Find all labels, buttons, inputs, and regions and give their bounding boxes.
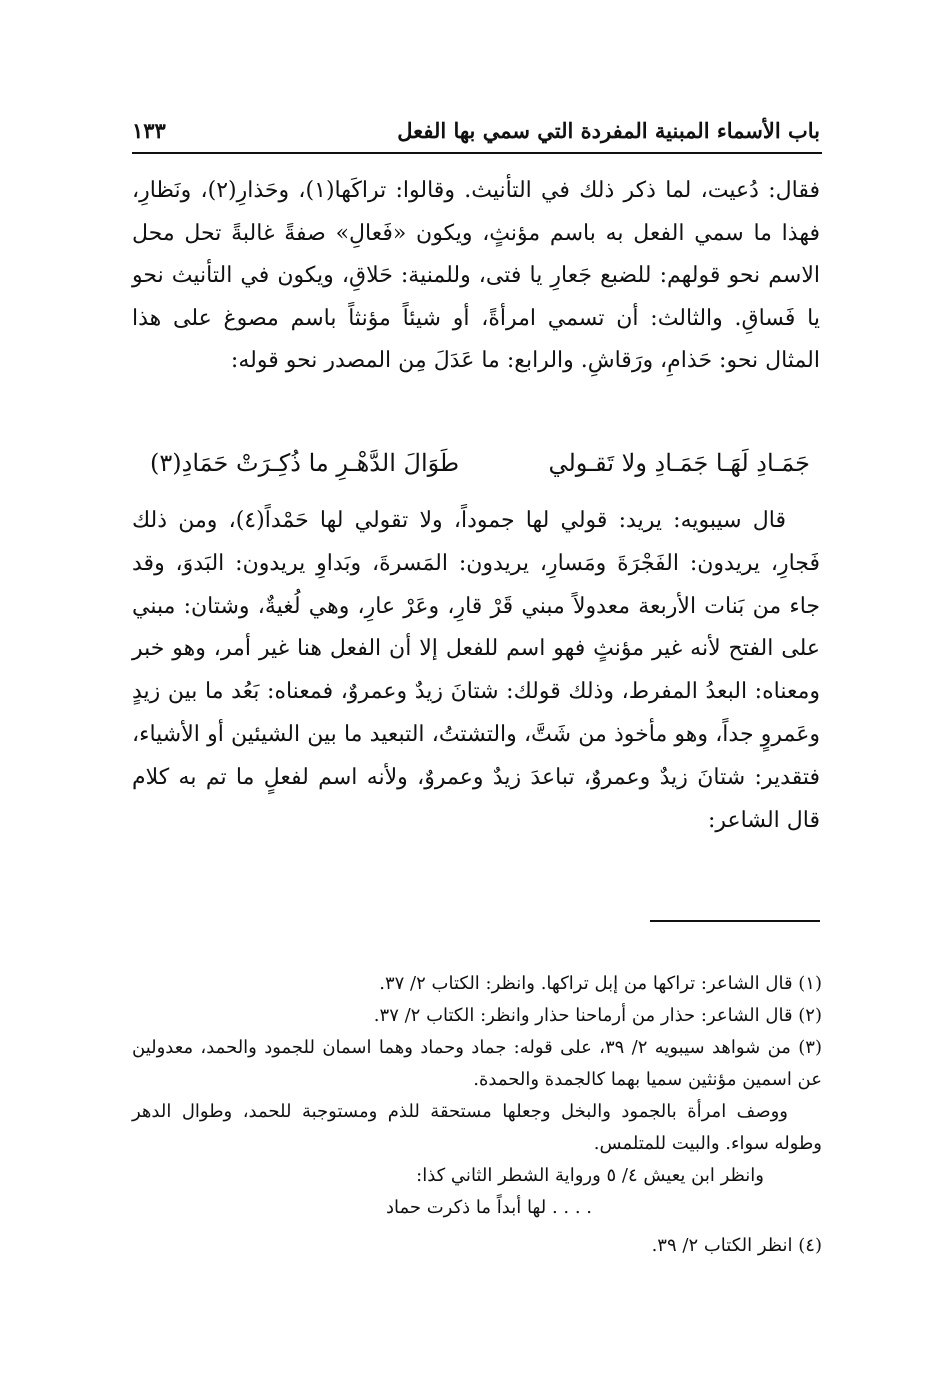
main-text-2 xyxy=(132,500,820,842)
running-header xyxy=(132,118,820,152)
footnote-3-verse: . . . . لها أبداً ما ذكرت حماد xyxy=(385,1197,592,1218)
verse-second-hemistich: طَوَالَ الدَّهْـرِ ما ذُكِـرَتْ حَمَادِ(٣) xyxy=(150,449,460,477)
footnotes xyxy=(132,968,822,1262)
paragraph-1: فقال: دُعيت، لما ذكر ذلك في التأنيث. وقالوا: تراكَها(١)، وحَذارِ(٢)، ونَظارِ، فهذا ما سمي الفعل به باسم مؤنثٍ، ويكون «فَعالِ» صفةً غالبةً تحل محل الاسم نحو قولهم: للضبع جَعارِ يا فتى، وللمنية: حَلاقِ، ويكون في التأنيث نحو يا فَساقِ. والثالث: أن تسمي امرأةً، أو شيئاً مؤنثاً باسم مصوغ على هذا المثال نحو: حَذامِ، ورَقاشِ. والرابع: ما عَدَلَ مِن المصدر نحو قوله: xyxy=(132,178,820,373)
footnote-3-continuation: ووصف امرأة بالجمود والبخل وجعلها مستحقة للذم ومستوجبة للحمد، وطوال الدهر وطوله سواء. والبيت للمتلمس. xyxy=(132,1101,822,1154)
poetry-verse xyxy=(150,440,810,486)
footnote-separator xyxy=(650,920,820,922)
chapter-title: باب الأسماء المبنية المفردة التي سمي بها الفعل xyxy=(397,118,820,143)
footnote-4: (٤) انظر الكتاب ٢/ ٣٩. xyxy=(651,1235,822,1256)
footnote-3: (٣) من شواهد سيبويه ٢/ ٣٩، على قوله: جماد وحماد وهما اسمان للجمود والحمد، معدولين عن اسمين مؤنثين سميا بهما كالجمدة والحمدة. xyxy=(132,1037,822,1090)
footnote-1: (١) قال الشاعر: تراكها من إبل تراكها. وانظر: الكتاب ٢/ ٣٧. xyxy=(379,973,822,994)
footnote-3-reference: وانظر ابن يعيش ٤/ ٥ ورواية الشطر الثاني كذا: xyxy=(416,1165,764,1186)
verse-first-hemistich: جَمَـادِ لَهَـا جَمَـادِ ولا تَقـولي xyxy=(548,449,810,477)
main-text-1 xyxy=(132,170,820,383)
page-number: ١٣٣ xyxy=(132,118,166,143)
header-rule xyxy=(132,152,822,154)
paragraph-2: قال سيبويه: يريد: قولي لها جموداً، ولا تقولي لها حَمْداً(٤)، ومن ذلك فَجارِ، يريدون: الفَجْرَةَ ومَسارِ، يريدون: المَسرةَ، وبَداوِ يريدون: البَدوَ، وقد جاء من بَنات الأربعة معدولاً مبني قَرْ قارِ، وعَرْ عارِ، وهي لُغيةٌ، وشتان: مبني على الفتح لأنه غير مؤنثٍ فهو اسم للفعل إلا أن الفعل هنا غير أمر، وهو خبر ومعناه: البعدُ المفرط، وذلك قولك: شتانَ زيدٌ وعمروٌ، فمعناه: بَعُد ما بين زيدٍ وعَمروٍ جداً، وهو مأخوذ من شَتَّ، والتشتتُ، التبعيد ما بين الشيئين أو الأشياء، فتقدير: شتانَ زيدٌ وعمروٌ، تباعدَ زيدٌ وعمروٌ، ولأنه اسم لفعلٍ ما تم به كلام قال الشاعر: xyxy=(132,508,820,833)
footnote-2: (٢) قال الشاعر: حذار من أرماحنا حذار وانظر: الكتاب ٢/ ٣٧. xyxy=(373,1005,822,1026)
